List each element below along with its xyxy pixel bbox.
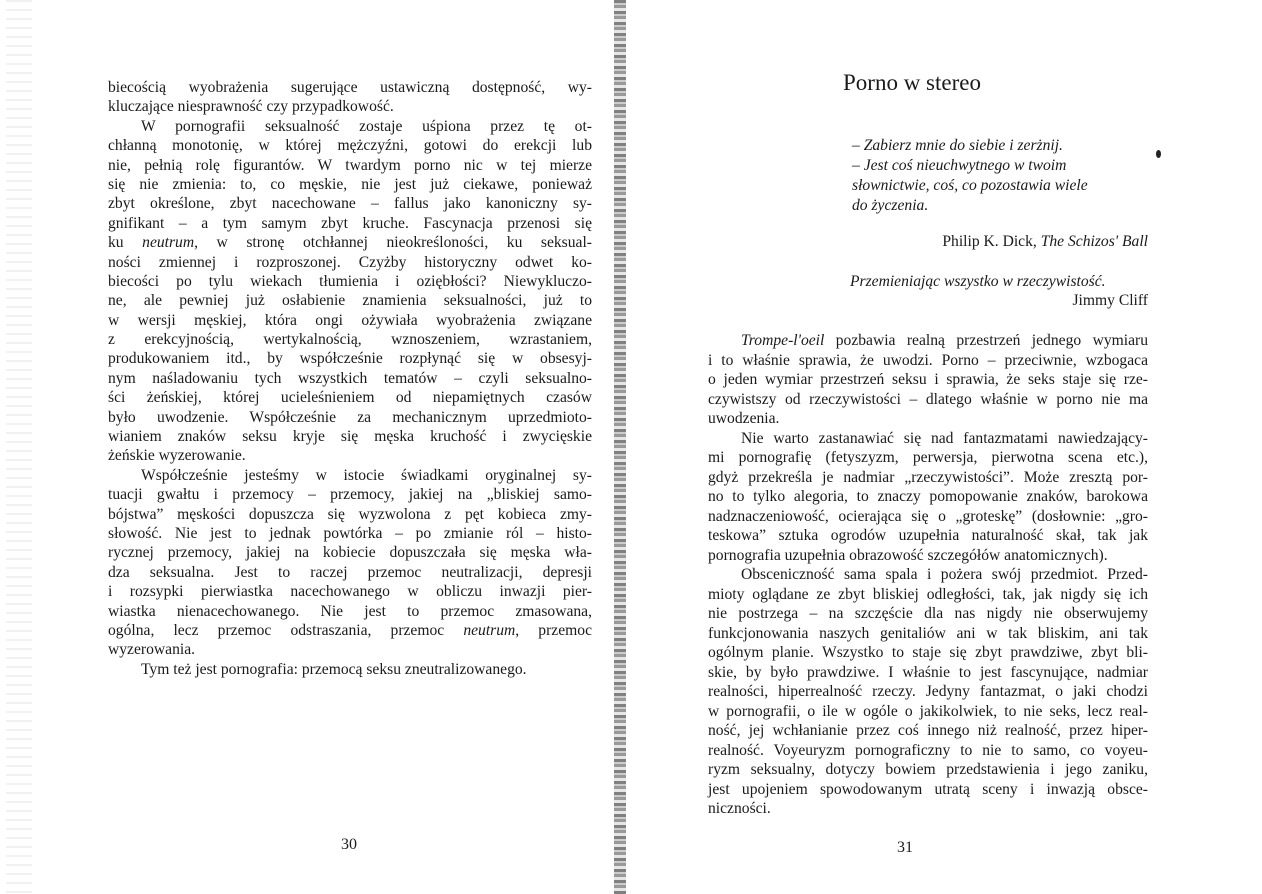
text-segment: i to właśnie sprawia, że uwodzi. Porno – przeciwnie, wzbogaca bbox=[708, 351, 1148, 369]
text-line bbox=[108, 311, 592, 330]
text-line bbox=[708, 526, 1148, 546]
text-line bbox=[708, 565, 1148, 585]
text-segment: w pornografii, o ile w ogóle o jakikolwiek, to nie seks, lecz real- bbox=[708, 702, 1148, 720]
text-segment: wyzerowania. bbox=[108, 641, 196, 659]
text-segment: skie, by było prawdziwe. I właśnie to jest fascynujące, nadmiar bbox=[708, 663, 1148, 681]
text-line bbox=[108, 330, 592, 349]
text-line bbox=[708, 468, 1148, 488]
text-segment: Tym też jest pornografia: przemocą seksu zneutralizowanego. bbox=[141, 660, 527, 678]
text-line bbox=[708, 507, 1148, 527]
text-segment: ne, ale pewniej już osłabienie znamienia seksualności, już to bbox=[108, 292, 592, 310]
text-segment: chłanną monotonię, w której mężczyźni, gotowi do erekcji lub bbox=[108, 137, 592, 155]
left-page-body bbox=[108, 78, 592, 679]
text-segment: , w stronę otchłannej nieokreśloności, ku seksual- bbox=[194, 234, 592, 252]
text-line bbox=[708, 799, 1148, 819]
epigraph-line: do życzenia. bbox=[852, 197, 929, 214]
text-line bbox=[108, 408, 592, 427]
text-line bbox=[708, 643, 1148, 663]
text-line bbox=[708, 585, 1148, 605]
text-segment: wianiem znaków seksu kryje się męska kruchość i zwycięskie bbox=[108, 428, 592, 446]
text-line bbox=[108, 388, 592, 407]
text-line bbox=[108, 563, 592, 582]
text-segment: mi pornografię (fetyszyzm, perwersja, pierwotna scena etc.), bbox=[708, 449, 1148, 466]
text-line bbox=[708, 780, 1148, 800]
text-segment: żeńskie wyzerowanie. bbox=[108, 447, 246, 465]
epigraph-line: słownictwie, coś, co pozostawia wiele bbox=[852, 177, 1088, 194]
text-segment: nym naśladowaniu tych wszystkich tematów – czyli seksualno- bbox=[108, 369, 592, 387]
text-segment: kluczające niesprawność czy przypadkowość. bbox=[108, 98, 394, 116]
text-segment: dza seksualna. Jest to raczej przemoc neutralizacji, depresji bbox=[108, 563, 592, 581]
italic-term: neutrum bbox=[463, 621, 516, 639]
text-segment: nie, pełnią rolę figurantów. W twardym porno nic w tej mierze bbox=[108, 156, 592, 174]
right-page-body bbox=[708, 331, 1148, 819]
text-line bbox=[708, 702, 1148, 722]
text-segment: funkcjonowania naszych genitaliów ani w tak bliskim, ani tak bbox=[708, 624, 1148, 642]
text-line bbox=[108, 233, 592, 252]
text-line bbox=[708, 351, 1148, 371]
epigraph-line: – Jest coś nieuchwytnego w twoim bbox=[852, 157, 1067, 174]
text-line bbox=[108, 485, 592, 504]
text-segment: o jeden wymiar przestrzeń seksu i sprawia, że seks staje się rze- bbox=[708, 371, 1148, 388]
text-segment: ści żeńskiej, której ucieleśnieniem od niepamiętnych czasów bbox=[108, 389, 592, 407]
text-line bbox=[708, 370, 1148, 390]
text-segment: Współcześnie jesteśmy w istocie świadkami oryginalnej sy- bbox=[141, 466, 592, 484]
text-line bbox=[108, 660, 592, 679]
text-segment: niczności. bbox=[708, 800, 771, 817]
text-segment: ogólna, lecz przemoc odstraszania, przemoc bbox=[108, 621, 464, 639]
text-line bbox=[708, 663, 1148, 683]
text-line bbox=[108, 582, 592, 601]
scan-page-edge bbox=[6, 0, 32, 894]
text-segment: rycznej przemocy, jakiej na kobiecie dopuszczała się męska wła- bbox=[108, 544, 592, 562]
text-segment: ność, jej wchłanianie przez coś innego niż realność, przez hiper- bbox=[708, 722, 1148, 739]
scan-speck bbox=[1156, 150, 1161, 158]
text-line bbox=[108, 291, 592, 310]
epigraph-line: – Zabierz mnie do siebie i zerżnij. bbox=[852, 137, 1063, 154]
text-line bbox=[708, 487, 1148, 507]
text-line bbox=[108, 505, 592, 524]
text-line bbox=[108, 602, 592, 621]
text-segment: Nie warto zastanawiać się nad fantazmatami nawiedzający- bbox=[741, 429, 1148, 447]
text-segment: nadznaczeniowość, ocierająca się o „groteskę” (dosłownie: „gro- bbox=[708, 507, 1148, 525]
text-line bbox=[708, 390, 1148, 410]
text-line bbox=[108, 175, 592, 194]
text-segment: było uwodzenie. Współcześnie za mechanicznym uprzedmioto- bbox=[108, 408, 592, 426]
text-segment: w wersji męskiej, która ongi ożywiała wyobrażenia związane bbox=[108, 311, 592, 329]
text-line bbox=[108, 117, 592, 136]
text-segment: jest upojeniem spowodowanym utratą sceny i inwazją obsce- bbox=[708, 780, 1148, 798]
text-segment: tuacji gwałtu i przemocy – przemocy, jakiej na „bliskiej samo- bbox=[108, 486, 592, 504]
chapter-title: Porno w stereo bbox=[843, 70, 981, 95]
text-line bbox=[708, 760, 1148, 780]
text-segment: zbyt określone, zbyt nacechowane – fallus jako kanoniczny sy- bbox=[108, 195, 592, 213]
text-segment: realność. Voyeuryzm pornograficzny to nie to samo, co voyeu- bbox=[708, 741, 1148, 759]
text-segment: słowość. Nie jest to jednak powtórka – po zmianie ról – histo- bbox=[108, 524, 592, 542]
text-segment: czywistszy od rzeczywistości – dlatego właśnie w porno nie ma bbox=[708, 390, 1148, 408]
text-line bbox=[108, 349, 592, 368]
text-segment: produkowaniem itd., by współcześnie rozpłynąć się w obsesyj- bbox=[108, 350, 592, 368]
text-line bbox=[108, 369, 592, 388]
text-line bbox=[708, 546, 1148, 566]
text-segment: biecości po tylu wiekach tłumienia i oziębłości? Niewykluczo- bbox=[108, 272, 592, 290]
text-line bbox=[108, 427, 592, 446]
text-line bbox=[108, 640, 592, 659]
text-segment: i rozsypki pierwiastka nacechowanego w obliczu inwazji pier- bbox=[108, 583, 592, 601]
text-segment: uwodzenia. bbox=[708, 410, 780, 427]
epigraph-2-text: Przemieniając wszystko w rzeczywistość. bbox=[850, 273, 1106, 290]
text-line bbox=[108, 272, 592, 291]
text-segment: pornografia uzupełnia obrazowość szczegółów anatomicznych). bbox=[708, 546, 1108, 564]
text-segment: gdyż przekreśla je nadmiar „rzeczywistości”. Może zresztą por- bbox=[708, 468, 1148, 486]
text-segment: mioty oglądane ze zbyt bliskiej odległości, tak, jak nigdy się ich bbox=[708, 585, 1148, 603]
text-segment: teskowa” sztuka ogrodów uzupełnia naturalność skał, tak jak bbox=[708, 527, 1148, 544]
text-line bbox=[708, 331, 1148, 351]
text-segment: , przemoc bbox=[515, 621, 592, 639]
text-segment: ku bbox=[108, 234, 143, 252]
text-line bbox=[708, 409, 1148, 429]
text-segment: ryzm seksualny, dotyczy bowiem przedstawienia i jego zaniku, bbox=[708, 761, 1148, 778]
text-line bbox=[708, 429, 1148, 449]
text-segment: biecością wyobrażenia sugerujące ustawiczną dostępność, wy- bbox=[108, 79, 592, 96]
page-number-left: 30 bbox=[341, 836, 357, 853]
text-line bbox=[108, 621, 592, 640]
text-segment: nie postrzega – na szczęście dla nas nigdy nie obserwujemy bbox=[708, 605, 1148, 622]
text-line bbox=[708, 448, 1148, 468]
epigraph-work: The Schizos' Ball bbox=[1040, 233, 1148, 250]
italic-term: Trompe-l'oeil bbox=[741, 332, 825, 349]
text-line bbox=[108, 136, 592, 155]
page-number-right: 31 bbox=[897, 839, 913, 856]
book-gutter bbox=[614, 0, 626, 894]
epigraph-2-author: Jimmy Cliff bbox=[1072, 292, 1148, 309]
text-segment: wiastka nienacechowanego. Nie jest to przemoc zmasowana, bbox=[108, 602, 592, 620]
text-line bbox=[108, 543, 592, 562]
text-line bbox=[108, 97, 592, 116]
text-line bbox=[708, 741, 1148, 761]
text-line bbox=[108, 446, 592, 465]
text-segment: pozbawia realną przestrzeń jednego wymiaru bbox=[824, 332, 1148, 349]
text-line bbox=[108, 194, 592, 213]
italic-term: neutrum bbox=[142, 234, 195, 252]
text-line bbox=[708, 624, 1148, 644]
text-segment: się nie zmienia: to, co męskie, nie jest już ciekawe, ponieważ bbox=[108, 175, 592, 193]
text-line bbox=[108, 78, 592, 97]
text-line bbox=[108, 524, 592, 543]
text-segment: ogólnym planie. Wszystko to staje się zbyt prawdziwe, zbyt bli- bbox=[708, 644, 1148, 661]
epigraph-author: Philip K. Dick, bbox=[942, 233, 1041, 250]
epigraph-attribution bbox=[942, 233, 1148, 251]
text-segment: realności, hiperrealność rzeczy. Jedyny fantazmat, o jaki chodzi bbox=[708, 683, 1148, 700]
text-segment: ności zmiennej i rozproszonej. Czyżby historyczny odwet ko- bbox=[108, 253, 592, 271]
text-segment: W pornografii seksualność zostaje uśpiona przez tę ot- bbox=[141, 117, 592, 135]
text-line bbox=[708, 721, 1148, 741]
text-segment: bójstwa” męskości dopuszcza się wyzwolona z pęt kobieca zmy- bbox=[108, 505, 592, 523]
text-line bbox=[108, 253, 592, 272]
text-line bbox=[708, 604, 1148, 624]
text-line bbox=[108, 466, 592, 485]
text-line bbox=[708, 682, 1148, 702]
text-segment: Obsceniczność sama spala i pożera swój przedmiot. Przed- bbox=[741, 566, 1148, 583]
text-line bbox=[108, 214, 592, 233]
text-segment: z erekcyjnością, wertykalnością, wznoszeniem, wzrastaniem, bbox=[108, 331, 592, 349]
text-line bbox=[108, 156, 592, 175]
text-segment: gnifikant – a tym samym zbyt kruche. Fascynacja przenosi się bbox=[108, 214, 592, 232]
text-segment: no to tylko alegoria, to znaczy pomopowanie znaków, barokowa bbox=[708, 488, 1148, 505]
